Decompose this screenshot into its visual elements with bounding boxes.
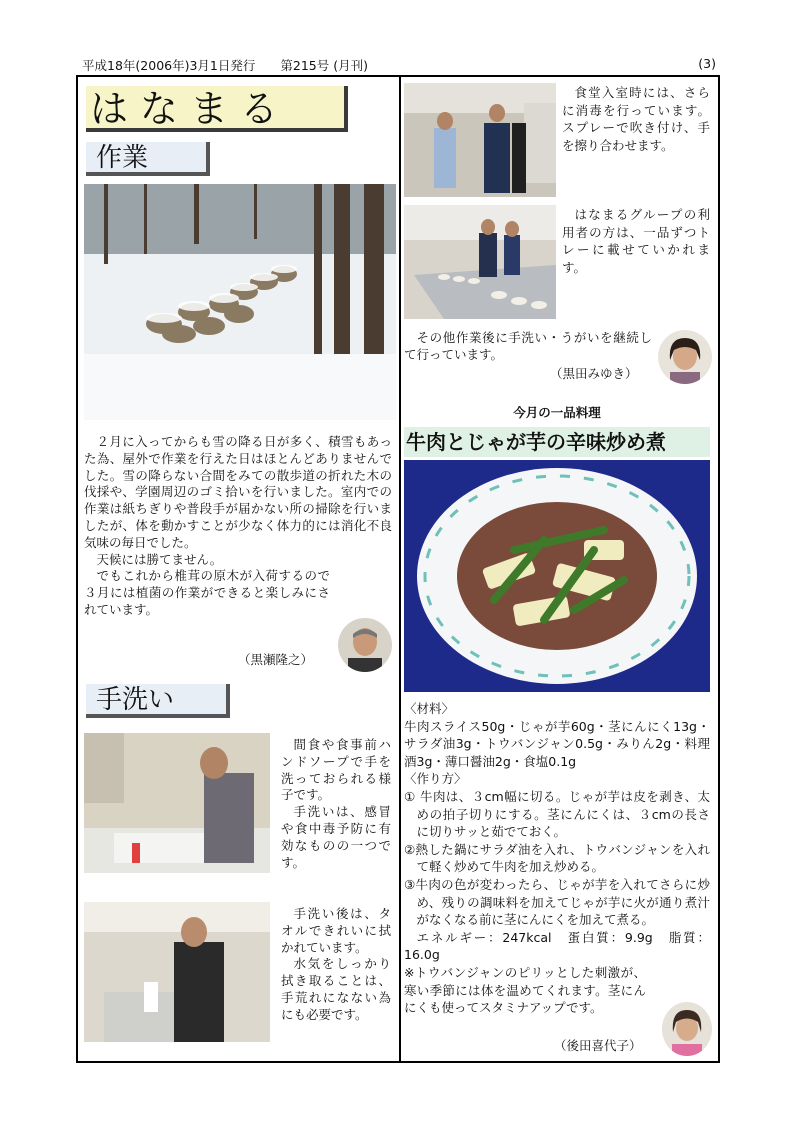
caption-top-2 — [562, 206, 710, 276]
kurose-portrait — [338, 618, 392, 672]
sagyou-text — [84, 434, 392, 619]
serving-caption: はなまるグループの利用者の方は、一品ずつトレーに載せていかれます。 — [562, 207, 710, 275]
nutrition: エネルギー：247kcal 蛋白質：9.9g 脂質：16.0g — [404, 929, 710, 963]
sagyou-paragraph-2: 天候には勝てません。 — [96, 551, 223, 567]
column-divider — [399, 75, 401, 1063]
page-header — [80, 56, 720, 74]
goda-portrait — [662, 1002, 712, 1056]
tearai-caption-2a: 手洗い後は、タオルできれいに拭かれています。 — [281, 906, 391, 955]
recipe-step-2: ②熱した鍋にサラダ油を入れ、トウバンジャンを入れて軽く炒めて牛肉を加え炒める。 — [404, 841, 710, 875]
ingredients: 牛肉スライス50g・じゃが芋60g・茎にんにく13g・サラダ油3g・トウバンジャン0.5g・みりん2g・料理酒3g・薄口醤油2g・食塩0.1g — [404, 718, 710, 769]
tearai-caption-1 — [281, 737, 391, 871]
tearai-caption-2 — [281, 906, 391, 1024]
disinfection-caption: 食堂入室時には、さらに消毒を行っています。スプレーで吹き付け、手を擦り合わせます。 — [562, 85, 710, 153]
tearai-caption-1b: 手洗いは、感冒や食中毒予防に有効なものの一つです。 — [281, 804, 391, 870]
recipe-step-3: ③牛肉の色が変わったら、じゃが芋を入れてさらに炒め、残りの調味料を加えてじゃが芋に火が通り煮汁がなくなる前に茎にんにくを加えて煮る。 — [404, 876, 710, 928]
tearai-caption-2b: 水気をしっかり拭き取ることは、手荒れになない為にも必要です。 — [281, 956, 391, 1022]
handwash-note — [404, 330, 652, 364]
recipe-signature: （後田喜代子） — [554, 1038, 642, 1053]
main-title: はなまる — [86, 86, 348, 132]
kuroda-portrait — [658, 330, 712, 384]
serving-photo — [404, 205, 556, 319]
dish-title: 牛肉とじゃが芋の辛味炒め煮 — [404, 427, 710, 457]
disinfection-photo — [404, 83, 556, 197]
recipe-step-1: ① 牛肉は、３cm幅に切る。じゃが芋は皮を剥き、太めの拍子切りにする。茎にんにくは、３cmの長さに切りサッと茹でておく。 — [404, 788, 710, 840]
recipe-note: ※トウバンジャンのピリッとした刺激が、寒い季節には体を温めてくれます。茎にんにくも使ってスタミナアップです。 — [404, 964, 646, 1016]
note-signature: （黒田みゆき） — [550, 366, 638, 381]
dish-photo — [404, 460, 710, 692]
sagyou-paragraph-3: でもこれから椎茸の原木が入荷するので３月には植菌の作業ができると楽しみにされています。 — [84, 568, 330, 617]
handwash-note-text: その他作業後に手洗い・うがいを継続して行っています。 — [404, 330, 652, 362]
snow-logs-photo — [84, 184, 396, 420]
towel-photo — [84, 902, 270, 1042]
page-number: (3) — [698, 56, 716, 71]
sagyou-signature: （黒瀬隆之） — [238, 652, 314, 667]
ingredients-heading: 〈材料〉 — [404, 701, 455, 716]
tearai-caption-1a: 間食や食事前ハンドソープで手を洗っておられる様子です。 — [281, 737, 391, 803]
handwash-photo — [84, 733, 270, 873]
steps-heading: 〈作り方〉 — [404, 771, 467, 787]
issue-info: 平成18年(2006年)3月1日発行 第215号 (月刊) — [82, 58, 368, 73]
section-heading-tearai: 手洗い — [86, 684, 230, 718]
caption-top-1 — [562, 84, 710, 154]
section-heading-sagyou: 作業 — [86, 142, 210, 176]
recipe-text — [404, 700, 710, 1017]
recipe-label: 今月の一品料理 — [513, 405, 601, 420]
sagyou-paragraph-1: ２月に入ってからも雪の降る日が多く、積雪もあった為、屋外で作業を行えた日はほとんどありませんでした。雪の降らない合間をみての散歩道の折れた木の伐採や、学園周辺のゴミ拾いを行いました。室内での作業は紙ちぎりや普段手が届かない所の掃除を行いましたが、体を動かすことが少なく体力的には消化不良気味の毎日でした。 — [84, 434, 392, 550]
